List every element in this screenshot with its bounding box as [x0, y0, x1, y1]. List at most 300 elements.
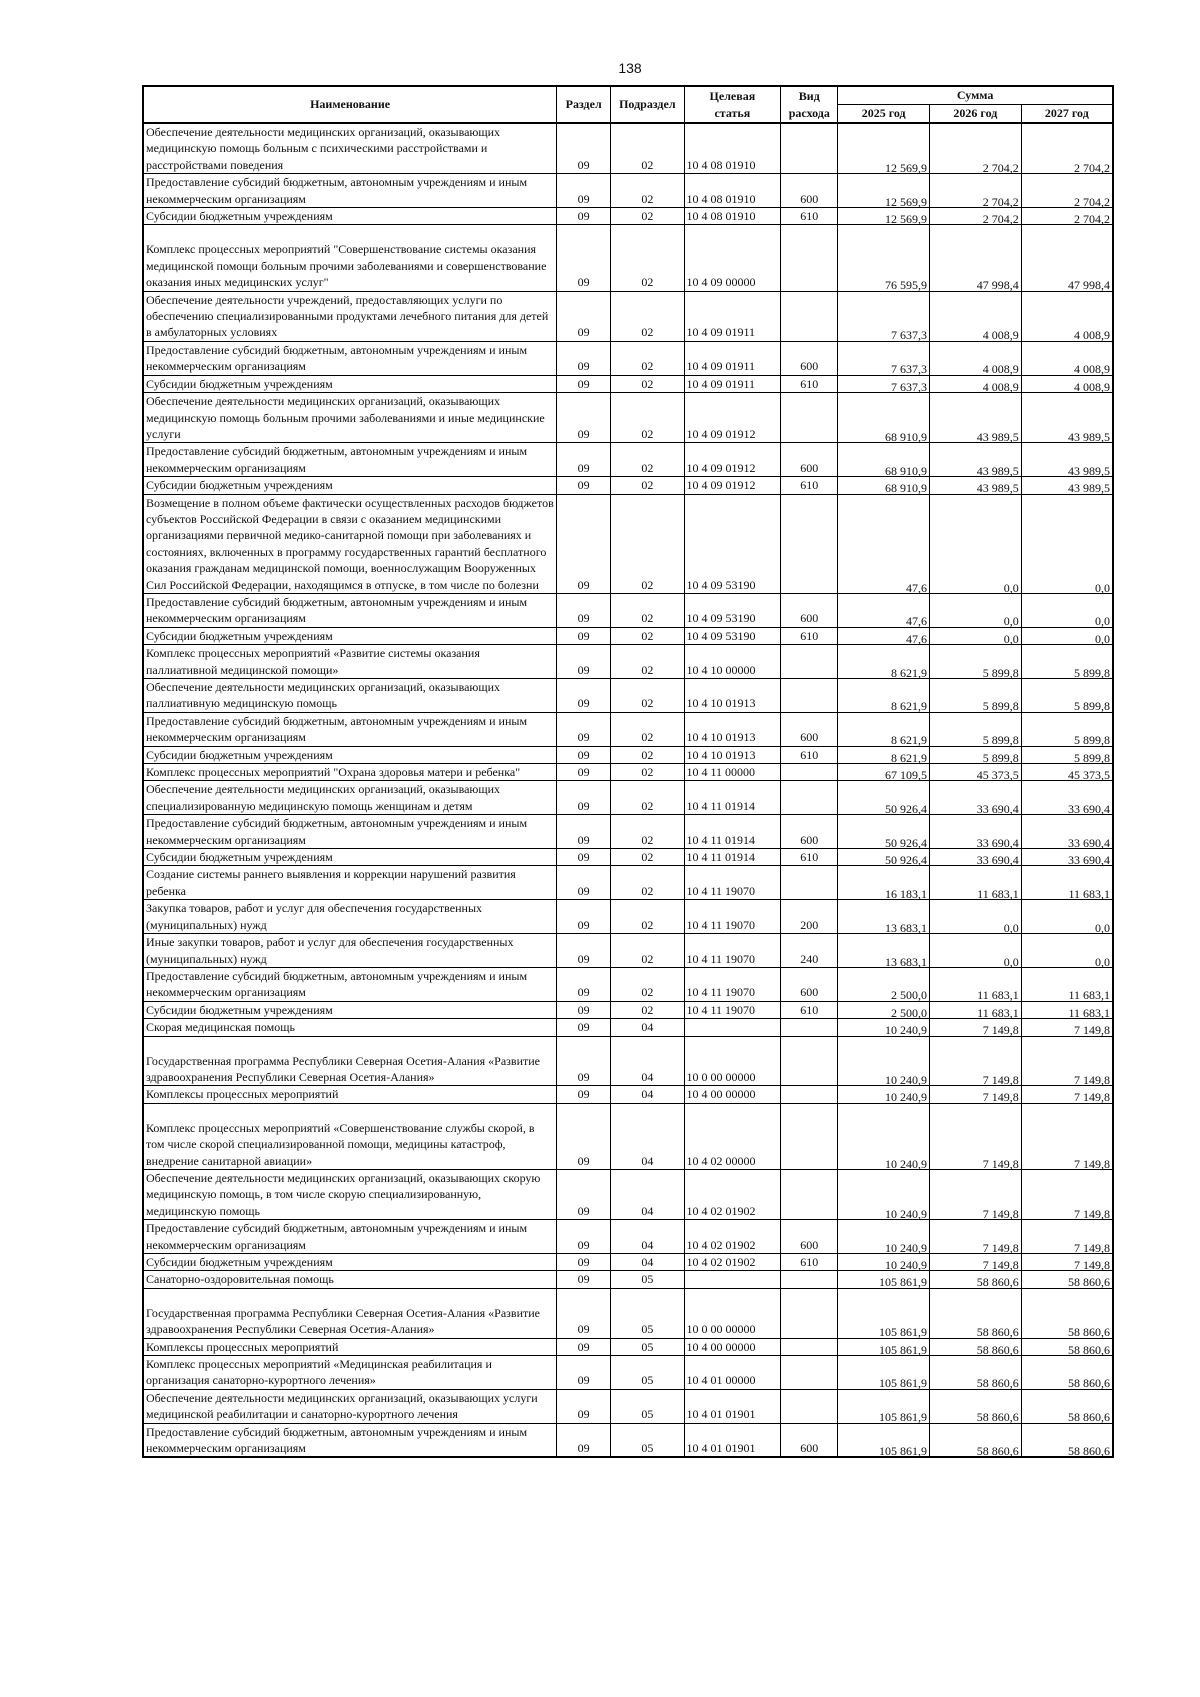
row-amount-2025-value: 105 861,9	[879, 1376, 928, 1391]
row-name: Комплекс процессных мероприятий «Совершенствование службы скорой, в том числе скорой специализированной помощи, медицины катастроф, внедрение санитарной авиации»	[143, 1103, 557, 1169]
row-subsection: 02	[611, 627, 684, 644]
row-expense-type: 610	[781, 849, 838, 866]
row-expense-type: 600	[781, 967, 838, 1001]
row-amount-2027	[1021, 443, 1113, 477]
table-row	[143, 764, 1113, 781]
row-amount-2025	[838, 123, 930, 174]
row-section: 09	[557, 291, 611, 341]
row-subsection: 04	[611, 1169, 684, 1219]
row-name: Предоставление субсидий бюджетным, автономным учреждениям и иным некоммерческим организациям	[143, 174, 557, 208]
row-name: Комплексы процессных мероприятий	[143, 1338, 557, 1355]
row-amount-2026-value: 0,0	[1003, 580, 1019, 595]
row-amount-2025	[838, 679, 930, 713]
row-amount-2025	[838, 1338, 930, 1355]
row-target-article: 10 4 09 01911	[684, 341, 781, 375]
row-subsection: 02	[611, 764, 684, 781]
row-subsection: 02	[611, 477, 684, 494]
row-amount-2025-value: 105 861,9	[879, 1444, 928, 1459]
row-target-article: 10 4 11 01914	[684, 781, 781, 815]
row-amount-2027-value: 58 860,6	[1068, 1342, 1110, 1357]
row-expense-type	[781, 494, 838, 593]
row-amount-2026	[930, 781, 1022, 815]
header-section: Раздел	[557, 86, 611, 123]
row-expense-type	[781, 291, 838, 341]
row-amount-2027-value: 0,0	[1095, 920, 1110, 935]
row-target-article: 10 4 00 00000	[684, 1086, 781, 1103]
row-name: Предоставление субсидий бюджетным, автономным учреждениям и иным некоммерческим организациям	[143, 593, 557, 627]
row-amount-2027	[1021, 477, 1113, 494]
row-name: Обеспечение деятельности медицинских организаций, оказывающих услуги медицинской реабилитации и санаторно-курортного лечения	[143, 1389, 557, 1423]
table-row	[143, 341, 1113, 375]
row-amount-2027-value: 43 989,5	[1068, 429, 1110, 444]
row-name: Субсидии бюджетным учреждениям	[143, 849, 557, 866]
row-subsection: 05	[611, 1423, 684, 1457]
table-row	[143, 866, 1113, 900]
row-subsection: 02	[611, 866, 684, 900]
row-amount-2026-value: 58 860,6	[976, 1444, 1019, 1459]
row-target-article: 10 4 10 00000	[684, 645, 781, 679]
row-target-article: 10 4 08 01910	[684, 208, 781, 225]
row-amount-2025	[838, 849, 930, 866]
row-section: 09	[557, 443, 611, 477]
row-amount-2025	[838, 967, 930, 1001]
row-amount-2026-value: 2 704,2	[982, 212, 1019, 227]
row-subsection: 04	[611, 1019, 684, 1036]
row-amount-2026	[930, 1019, 1022, 1036]
row-amount-2026-value: 4 008,9	[982, 362, 1019, 377]
row-name: Субсидии бюджетным учреждениям	[143, 627, 557, 644]
row-target-article: 10 4 02 01902	[684, 1169, 781, 1219]
row-section: 09	[557, 477, 611, 494]
table-row	[143, 1036, 1113, 1086]
row-subsection: 05	[611, 1389, 684, 1423]
row-amount-2026	[930, 849, 1022, 866]
row-amount-2025-value: 13 683,1	[885, 920, 928, 935]
row-amount-2025	[838, 593, 930, 627]
row-amount-2027-value: 33 690,4	[1068, 853, 1110, 868]
row-amount-2027	[1021, 746, 1113, 763]
row-name: Обеспечение деятельности медицинских организаций, оказывающих медицинскую помощь больным с психическими расстройствами и расстройствами поведения	[143, 123, 557, 174]
row-section: 09	[557, 1019, 611, 1036]
row-amount-2025-value: 105 861,9	[879, 1342, 928, 1357]
row-amount-2025	[838, 1169, 930, 1219]
row-amount-2027	[1021, 849, 1113, 866]
row-expense-type: 600	[781, 443, 838, 477]
row-amount-2026-value: 58 860,6	[976, 1325, 1019, 1340]
row-amount-2027	[1021, 815, 1113, 849]
row-amount-2026	[930, 1086, 1022, 1103]
row-amount-2025	[838, 1019, 930, 1036]
row-section: 09	[557, 746, 611, 763]
row-target-article: 10 4 09 01911	[684, 291, 781, 341]
header-target-article	[684, 86, 781, 123]
row-amount-2027	[1021, 866, 1113, 900]
row-amount-2026	[930, 123, 1022, 174]
row-subsection: 02	[611, 393, 684, 443]
table-row	[143, 1288, 1113, 1338]
row-section: 09	[557, 967, 611, 1001]
row-target-article: 10 4 09 53190	[684, 494, 781, 593]
row-expense-type: 600	[781, 341, 838, 375]
row-amount-2025-value: 105 861,9	[879, 1275, 928, 1290]
table-row	[143, 1220, 1113, 1254]
row-expense-type: 240	[781, 934, 838, 968]
header-expense-line1: Вид	[798, 88, 820, 103]
row-amount-2026-value: 7 149,8	[982, 1072, 1019, 1087]
table-row	[143, 849, 1113, 866]
table-row	[143, 746, 1113, 763]
row-target-article	[684, 1019, 781, 1036]
row-amount-2025-value: 12 569,9	[885, 212, 928, 227]
row-amount-2027	[1021, 1389, 1113, 1423]
row-amount-2026	[930, 645, 1022, 679]
table-row	[143, 1254, 1113, 1271]
row-expense-type	[781, 1389, 838, 1423]
row-amount-2026-value: 0,0	[1003, 614, 1019, 629]
row-amount-2025-value: 12 569,9	[885, 160, 928, 175]
row-target-article: 10 4 09 00000	[684, 225, 781, 291]
row-amount-2025	[838, 781, 930, 815]
row-target-article: 10 4 08 01910	[684, 174, 781, 208]
row-amount-2025-value: 67 109,5	[885, 768, 928, 783]
row-amount-2025	[838, 208, 930, 225]
row-amount-2027-value: 58 860,6	[1068, 1376, 1110, 1391]
row-section: 09	[557, 679, 611, 713]
row-name: Иные закупки товаров, работ и услуг для обеспечения государственных (муниципальных) нужд	[143, 934, 557, 968]
row-amount-2027-value: 4 008,9	[1074, 362, 1110, 377]
row-target-article: 10 4 11 01914	[684, 815, 781, 849]
row-target-article: 10 4 09 01912	[684, 477, 781, 494]
row-amount-2025	[838, 1254, 930, 1271]
row-section: 09	[557, 1288, 611, 1338]
row-target-article: 10 4 11 19070	[684, 967, 781, 1001]
row-amount-2026-value: 5 899,8	[982, 750, 1019, 765]
row-amount-2025	[838, 934, 930, 968]
row-amount-2026-value: 0,0	[1003, 631, 1019, 646]
row-amount-2025	[838, 1423, 930, 1457]
table-row	[143, 1338, 1113, 1355]
row-name: Скорая медицинская помощь	[143, 1019, 557, 1036]
row-target-article: 10 4 09 01912	[684, 393, 781, 443]
row-amount-2025-value: 76 595,9	[885, 278, 928, 293]
row-amount-2027	[1021, 934, 1113, 968]
header-target-line1: Целевая	[709, 88, 756, 103]
row-amount-2026-value: 11 683,1	[977, 988, 1019, 1003]
row-target-article: 10 4 01 00000	[684, 1356, 781, 1390]
row-amount-2027-value: 33 690,4	[1068, 801, 1110, 816]
row-expense-type	[781, 1169, 838, 1219]
row-amount-2026	[930, 593, 1022, 627]
table-row	[143, 1086, 1113, 1103]
row-amount-2025	[838, 1288, 930, 1338]
row-amount-2025-value: 50 926,4	[885, 835, 928, 850]
row-amount-2027-value: 58 860,6	[1068, 1444, 1110, 1459]
table-row	[143, 900, 1113, 934]
row-target-article: 10 4 08 01910	[684, 123, 781, 174]
row-expense-type	[781, 1086, 838, 1103]
row-amount-2025-value: 10 240,9	[885, 1240, 928, 1255]
budget-table	[142, 85, 1114, 1458]
row-subsection: 02	[611, 1001, 684, 1018]
row-amount-2027	[1021, 712, 1113, 746]
row-name: Субсидии бюджетным учреждениям	[143, 208, 557, 225]
row-amount-2026	[930, 1103, 1022, 1169]
row-amount-2027-value: 7 149,8	[1074, 1090, 1110, 1105]
row-amount-2025-value: 105 861,9	[879, 1325, 928, 1340]
row-amount-2026-value: 7 149,8	[982, 1206, 1019, 1221]
row-amount-2026	[930, 477, 1022, 494]
row-amount-2026	[930, 967, 1022, 1001]
row-amount-2025-value: 50 926,4	[885, 801, 928, 816]
row-amount-2027-value: 0,0	[1095, 580, 1110, 595]
row-amount-2027	[1021, 627, 1113, 644]
row-name: Комплекс процессных мероприятий "Совершенствование системы оказания медицинской помощи больным прочими заболеваниями и совершенствование оказания иных медицинских услуг"	[143, 225, 557, 291]
row-section: 09	[557, 174, 611, 208]
table-row	[143, 443, 1113, 477]
row-amount-2027-value: 7 149,8	[1074, 1023, 1110, 1038]
row-amount-2027	[1021, 1086, 1113, 1103]
row-amount-2027	[1021, 393, 1113, 443]
row-amount-2026-value: 4 008,9	[982, 379, 1019, 394]
row-amount-2026	[930, 174, 1022, 208]
row-name: Субсидии бюджетным учреждениям	[143, 1001, 557, 1018]
row-amount-2025	[838, 1086, 930, 1103]
row-amount-2026-value: 7 149,8	[982, 1240, 1019, 1255]
row-amount-2027	[1021, 593, 1113, 627]
row-expense-type	[781, 123, 838, 174]
row-name: Возмещение в полном объеме фактически осуществленных расходов бюджетов субъектов Российской Федерации в связи с оказанием медицинскими организациями первичной медико-санитарной помощи при заболеваниях и состояниях, включенных в программу государственных гарантий бесплатного оказания гражданам медицинской помощи, военнослужащим Вооруженных Сил Российской Федерации, находящимся в отпуске, в том числе по болезни	[143, 494, 557, 593]
row-section: 09	[557, 1356, 611, 1390]
row-amount-2026-value: 47 998,4	[976, 278, 1019, 293]
row-amount-2026-value: 33 690,4	[976, 835, 1019, 850]
row-name: Комплекс процессных мероприятий «Медицинская реабилитация и организация санаторно-курортного лечения»	[143, 1356, 557, 1390]
row-amount-2027-value: 58 860,6	[1068, 1325, 1110, 1340]
row-amount-2027-value: 7 149,8	[1074, 1258, 1110, 1272]
row-section: 09	[557, 393, 611, 443]
row-expense-type: 600	[781, 815, 838, 849]
row-section: 09	[557, 849, 611, 866]
row-target-article: 10 4 10 01913	[684, 679, 781, 713]
row-amount-2027-value: 43 989,5	[1068, 481, 1110, 496]
row-subsection: 05	[611, 1338, 684, 1355]
row-name: Создание системы раннего выявления и коррекции нарушений развития ребенка	[143, 866, 557, 900]
row-amount-2027	[1021, 967, 1113, 1001]
table-row	[143, 1001, 1113, 1018]
row-expense-type	[781, 1036, 838, 1086]
row-amount-2027	[1021, 494, 1113, 593]
row-amount-2027-value: 0,0	[1095, 954, 1110, 969]
row-amount-2027	[1021, 341, 1113, 375]
row-subsection: 04	[611, 1086, 684, 1103]
row-amount-2026	[930, 764, 1022, 781]
row-amount-2027	[1021, 291, 1113, 341]
row-amount-2026	[930, 1423, 1022, 1457]
row-amount-2026	[930, 900, 1022, 934]
table-row	[143, 1103, 1113, 1169]
row-subsection: 02	[611, 849, 684, 866]
table-row	[143, 1019, 1113, 1036]
row-amount-2026-value: 58 860,6	[976, 1342, 1019, 1357]
row-section: 09	[557, 645, 611, 679]
row-target-article: 10 4 01 01901	[684, 1389, 781, 1423]
row-amount-2025-value: 10 240,9	[885, 1072, 928, 1087]
row-amount-2026	[930, 341, 1022, 375]
table-row	[143, 781, 1113, 815]
row-amount-2025-value: 12 569,9	[885, 194, 928, 209]
row-amount-2025	[838, 900, 930, 934]
header-year-2026: 2026 год	[930, 105, 1022, 124]
row-subsection: 02	[611, 174, 684, 208]
row-expense-type	[781, 1019, 838, 1036]
row-amount-2027	[1021, 1220, 1113, 1254]
row-section: 09	[557, 593, 611, 627]
row-expense-type	[781, 1356, 838, 1390]
row-expense-type	[781, 1271, 838, 1288]
row-amount-2026	[930, 1271, 1022, 1288]
row-amount-2027-value: 11 683,1	[1068, 886, 1110, 901]
row-amount-2025-value: 8 621,9	[891, 665, 928, 680]
header-year-2027: 2027 год	[1021, 105, 1113, 124]
row-amount-2026	[930, 1036, 1022, 1086]
row-amount-2026	[930, 712, 1022, 746]
row-amount-2027-value: 5 899,8	[1074, 750, 1110, 765]
row-amount-2026	[930, 208, 1022, 225]
page-number: 138	[618, 60, 642, 76]
row-amount-2025	[838, 1001, 930, 1018]
row-section: 09	[557, 1254, 611, 1271]
row-amount-2027	[1021, 679, 1113, 713]
row-amount-2025	[838, 1271, 930, 1288]
row-name: Субсидии бюджетным учреждениям	[143, 477, 557, 494]
row-amount-2026	[930, 627, 1022, 644]
row-amount-2026	[930, 375, 1022, 392]
row-amount-2026-value: 58 860,6	[976, 1275, 1019, 1290]
row-expense-type	[781, 393, 838, 443]
row-amount-2025-value: 47,6	[906, 580, 928, 595]
row-amount-2026-value: 7 149,8	[982, 1023, 1019, 1038]
row-name: Государственная программа Республики Северная Осетия-Алания «Развитие здравоохранения Республики Северная Осетия-Алания»	[143, 1288, 557, 1338]
row-subsection: 02	[611, 208, 684, 225]
table-row	[143, 1423, 1113, 1457]
row-subsection: 02	[611, 645, 684, 679]
table-row	[143, 174, 1113, 208]
row-target-article: 10 0 00 00000	[684, 1036, 781, 1086]
row-amount-2025-value: 7 637,3	[891, 362, 928, 377]
row-section: 09	[557, 1169, 611, 1219]
table-row	[143, 494, 1113, 593]
row-amount-2026-value: 11 683,1	[977, 1005, 1019, 1020]
row-section: 09	[557, 1338, 611, 1355]
table-row	[143, 815, 1113, 849]
row-section: 09	[557, 1271, 611, 1288]
table-row	[143, 208, 1113, 225]
row-amount-2026	[930, 225, 1022, 291]
row-subsection: 02	[611, 593, 684, 627]
row-amount-2026	[930, 1338, 1022, 1355]
row-amount-2027-value: 7 149,8	[1074, 1156, 1110, 1171]
row-name: Предоставление субсидий бюджетным, автономным учреждениям и иным некоммерческим организациям	[143, 815, 557, 849]
row-amount-2026-value: 5 899,8	[982, 665, 1019, 680]
row-expense-type	[781, 225, 838, 291]
row-amount-2026	[930, 679, 1022, 713]
row-amount-2026-value: 33 690,4	[976, 853, 1019, 868]
row-subsection: 02	[611, 291, 684, 341]
row-amount-2026-value: 43 989,5	[976, 429, 1019, 444]
row-amount-2026-value: 43 989,5	[976, 481, 1019, 496]
row-section: 09	[557, 866, 611, 900]
row-amount-2025-value: 8 621,9	[891, 750, 928, 765]
table-row	[143, 1356, 1113, 1390]
row-amount-2027	[1021, 225, 1113, 291]
row-amount-2025	[838, 815, 930, 849]
row-target-article: 10 4 09 53190	[684, 627, 781, 644]
row-name: Субсидии бюджетным учреждениям	[143, 1254, 557, 1271]
row-name: Предоставление субсидий бюджетным, автономным учреждениям и иным некоммерческим организациям	[143, 341, 557, 375]
row-amount-2026-value: 2 704,2	[982, 194, 1019, 209]
row-expense-type: 610	[781, 375, 838, 392]
row-subsection: 02	[611, 746, 684, 763]
row-amount-2025	[838, 712, 930, 746]
row-amount-2025	[838, 764, 930, 781]
row-target-article: 10 4 09 53190	[684, 593, 781, 627]
row-amount-2025-value: 2 500,0	[891, 988, 928, 1003]
row-amount-2025-value: 10 240,9	[885, 1206, 928, 1221]
row-target-article: 10 4 09 01911	[684, 375, 781, 392]
row-subsection: 02	[611, 712, 684, 746]
row-expense-type: 600	[781, 1220, 838, 1254]
row-amount-2027-value: 5 899,8	[1074, 699, 1110, 714]
row-expense-type	[781, 764, 838, 781]
header-sum: Сумма	[838, 86, 1113, 105]
row-amount-2026	[930, 1389, 1022, 1423]
row-section: 09	[557, 1001, 611, 1018]
row-section: 09	[557, 1389, 611, 1423]
row-amount-2027-value: 11 683,1	[1068, 1005, 1110, 1020]
table-row	[143, 393, 1113, 443]
row-amount-2027-value: 7 149,8	[1074, 1072, 1110, 1087]
table-row	[143, 1389, 1113, 1423]
row-amount-2025	[838, 375, 930, 392]
row-subsection: 02	[611, 934, 684, 968]
table-row	[143, 712, 1113, 746]
row-section: 09	[557, 627, 611, 644]
row-amount-2025	[838, 477, 930, 494]
header-year-2025: 2025 год	[838, 105, 930, 124]
row-amount-2026	[930, 1169, 1022, 1219]
row-subsection: 02	[611, 123, 684, 174]
row-target-article: 10 4 01 01901	[684, 1423, 781, 1457]
row-target-article: 10 4 02 00000	[684, 1103, 781, 1169]
row-target-article: 10 4 11 19070	[684, 900, 781, 934]
row-amount-2027-value: 2 704,2	[1074, 212, 1110, 227]
row-section: 09	[557, 341, 611, 375]
row-name: Закупка товаров, работ и услуг для обеспечения государственных (муниципальных) нужд	[143, 900, 557, 934]
header-target-line2: статья	[714, 105, 751, 120]
table-row	[143, 291, 1113, 341]
header-subsection: Подраздел	[611, 86, 684, 123]
row-subsection: 02	[611, 967, 684, 1001]
row-amount-2027	[1021, 1356, 1113, 1390]
row-target-article: 10 4 02 01902	[684, 1220, 781, 1254]
row-subsection: 02	[611, 679, 684, 713]
row-amount-2027	[1021, 1001, 1113, 1018]
row-subsection: 02	[611, 443, 684, 477]
table-row	[143, 375, 1113, 392]
row-expense-type	[781, 866, 838, 900]
row-amount-2027-value: 58 860,6	[1068, 1410, 1110, 1425]
row-expense-type: 610	[781, 477, 838, 494]
row-amount-2025-value: 16 183,1	[885, 886, 928, 901]
